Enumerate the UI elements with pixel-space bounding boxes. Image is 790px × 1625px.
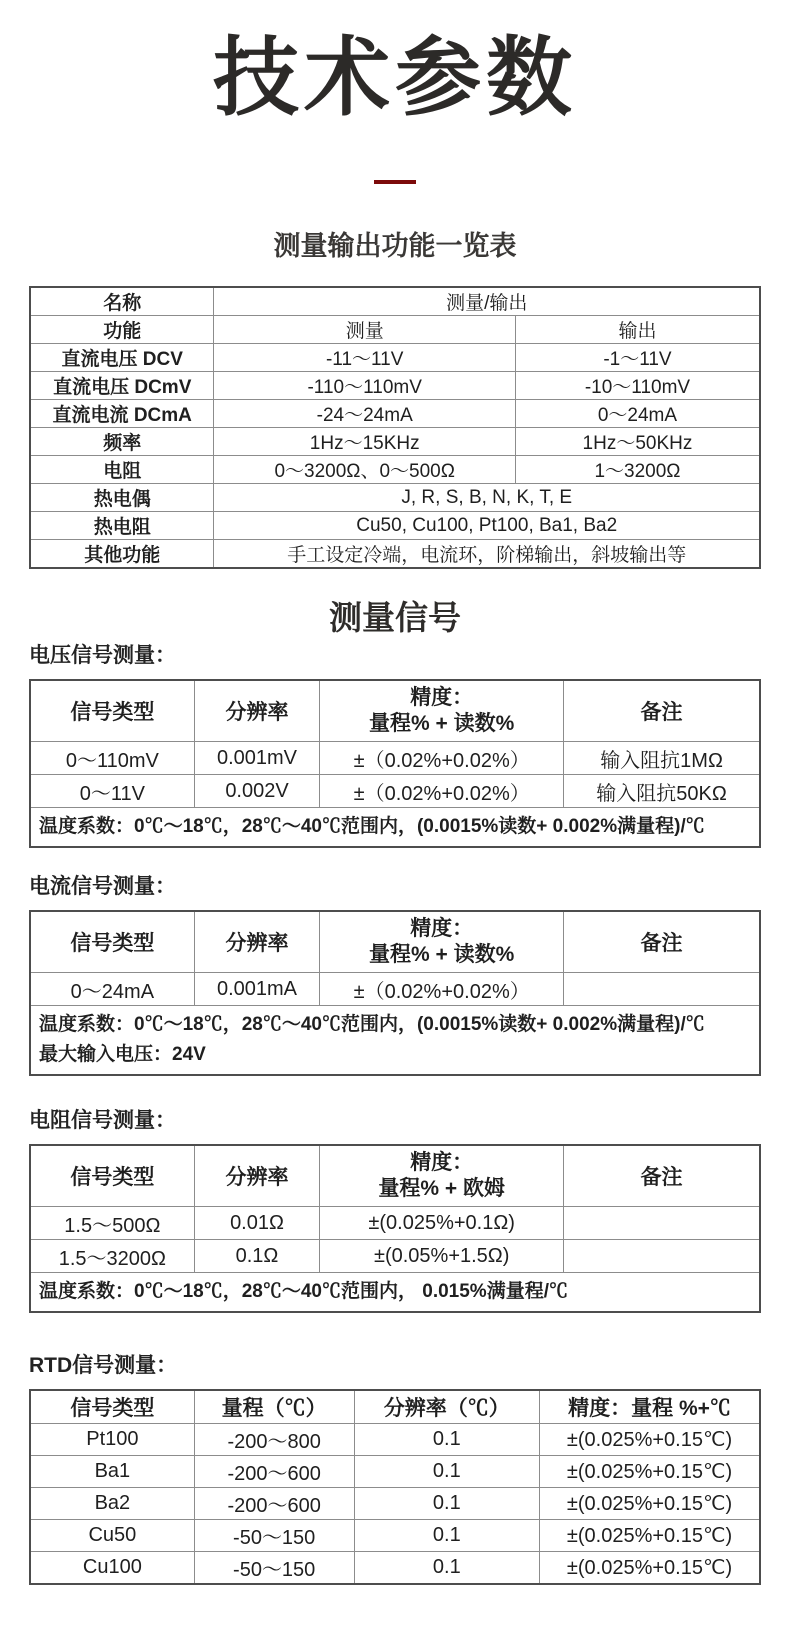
signal-type-cell: Pt100 — [30, 1424, 194, 1456]
resolution-cell: 0.01Ω — [194, 1207, 320, 1240]
row-label-cell: 名称 — [30, 287, 214, 316]
note-cell: 输入阻抗1MΩ — [564, 742, 760, 775]
accuracy-header-line2: 量程% + 读数% — [369, 712, 515, 735]
table-row — [30, 428, 760, 456]
footer-line: 温度系数：0℃～18℃，28℃～40℃范围内，(0.0015%读数+ 0.002%满量程)/℃ — [39, 816, 705, 837]
table-row — [30, 1424, 760, 1456]
resolution-header: 分辨率 — [194, 1145, 320, 1207]
accuracy-cell: ±(0.025%+0.15℃) — [540, 1456, 760, 1488]
signal-type-header: 信号类型 — [30, 911, 194, 973]
span-value-cell: Cu50, Cu100, Pt100, Ba1, Ba2 — [214, 512, 760, 540]
signal-type-cell: Ba2 — [30, 1488, 194, 1520]
resolution-cell: 0.001mV — [194, 742, 320, 775]
title-accent-dash — [374, 180, 416, 184]
accuracy-cell: ±(0.05%+1.5Ω) — [320, 1240, 564, 1273]
note-cell: 输入阻抗50KΩ — [564, 775, 760, 808]
resolution-cell: 0.001mA — [194, 973, 320, 1006]
accuracy-header — [320, 1145, 564, 1207]
accuracy-header-line2: 量程% + 欧姆 — [378, 1177, 505, 1200]
resolution-cell: 0.1 — [354, 1424, 539, 1456]
temp-coefficient-note — [30, 1273, 760, 1313]
signal-type-cell: 0～24mA — [30, 973, 194, 1006]
accuracy-header — [320, 680, 564, 742]
measure-cell: 1Hz～15KHz — [214, 428, 515, 456]
table-row — [30, 344, 760, 372]
row-label-cell: 其他功能 — [30, 540, 214, 569]
table-footer-row — [30, 1006, 760, 1076]
output-header-cell: 输出 — [515, 316, 760, 344]
row-label-cell: 频率 — [30, 428, 214, 456]
measure-cell: -24～24mA — [214, 400, 515, 428]
voltage-table — [29, 679, 761, 848]
range-cell: -200～600 — [194, 1456, 354, 1488]
table-row — [30, 1520, 760, 1552]
resolution-cell: 0.002V — [194, 775, 320, 808]
signal-type-cell: Cu100 — [30, 1552, 194, 1585]
output-cell: -10～110mV — [515, 372, 760, 400]
accuracy-cell: ±（0.02%+0.02%） — [320, 742, 564, 775]
table-row — [30, 484, 760, 512]
row-label-cell: 热电阻 — [30, 512, 214, 540]
resolution-header: 分辨率 — [194, 911, 320, 973]
table-row — [30, 1456, 760, 1488]
span-value-cell: 测量/输出 — [214, 287, 760, 316]
accuracy-header-line1: 精度： — [410, 1151, 474, 1174]
temp-coefficient-note — [30, 808, 760, 848]
resolution-cell: 0.1 — [354, 1520, 539, 1552]
table-row — [30, 1207, 760, 1240]
table-row — [30, 742, 760, 775]
footer-line: 温度系数：0℃～18℃，28℃～40℃范围内，(0.0015%读数+ 0.002%满量程)/℃ — [39, 1014, 705, 1035]
measure-header-cell: 测量 — [214, 316, 515, 344]
row-label-cell: 直流电压 DCmV — [30, 372, 214, 400]
accuracy-header-line1: 精度： — [410, 686, 474, 709]
note-header: 备注 — [564, 680, 760, 742]
range-cell: -200～800 — [194, 1424, 354, 1456]
section-title-measure-signals: 测量信号 — [329, 599, 461, 636]
table-row — [30, 316, 760, 344]
table-row — [30, 1240, 760, 1273]
rtd-table — [29, 1389, 761, 1585]
resolution-cell: 0.1 — [354, 1456, 539, 1488]
row-label-cell: 热电偶 — [30, 484, 214, 512]
table-row — [30, 372, 760, 400]
page-title: 技术参数 — [213, 30, 577, 126]
note-cell — [564, 1240, 760, 1273]
table-header-row — [30, 1390, 760, 1424]
accuracy-cell: ±（0.02%+0.02%） — [320, 775, 564, 808]
rtd-section-label: RTD信号测量： — [29, 1354, 178, 1377]
table-row — [30, 400, 760, 428]
output-cell: 1～3200Ω — [515, 456, 760, 484]
span-value-cell: J, R, S, B, N, K, T, E — [214, 484, 760, 512]
resistance-section-label: 电阻信号测量： — [29, 1109, 176, 1132]
accuracy-header — [320, 911, 564, 973]
signal-type-cell: 1.5～500Ω — [30, 1207, 194, 1240]
resolution-header: 分辨率 — [194, 680, 320, 742]
resolution-cell: 0.1 — [354, 1552, 539, 1585]
table-row — [30, 775, 760, 808]
accuracy-cell: ±(0.025%+0.1Ω) — [320, 1207, 564, 1240]
row-label-cell: 直流电压 DCV — [30, 344, 214, 372]
voltage-section-label: 电压信号测量： — [29, 644, 176, 667]
span-value-cell: 手工设定冷端，电流环，阶梯输出，斜坡输出等 — [214, 540, 760, 569]
footer-line: 温度系数：0℃～18℃，28℃～40℃范围内， 0.015%满量程/℃ — [39, 1281, 568, 1302]
table-footer-row — [30, 808, 760, 848]
output-cell: 1Hz～50KHz — [515, 428, 760, 456]
signal-type-cell: 0～11V — [30, 775, 194, 808]
output-cell: -1～11V — [515, 344, 760, 372]
accuracy-cell: ±(0.025%+0.15℃) — [540, 1424, 760, 1456]
row-label-cell: 功能 — [30, 316, 214, 344]
note-cell — [564, 1207, 760, 1240]
signal-type-cell: 1.5～3200Ω — [30, 1240, 194, 1273]
signal-type-header: 信号类型 — [30, 1390, 194, 1424]
range-cell: -200～600 — [194, 1488, 354, 1520]
table-row — [30, 973, 760, 1006]
table-header-row — [30, 680, 760, 742]
table-row — [30, 512, 760, 540]
table-row — [30, 456, 760, 484]
measure-cell: 0～3200Ω、0～500Ω — [214, 456, 515, 484]
signal-type-header: 信号类型 — [30, 1145, 194, 1207]
table-row — [30, 1488, 760, 1520]
accuracy-header: 精度：量程 %+℃ — [540, 1390, 760, 1424]
table-footer-row — [30, 1273, 760, 1313]
range-cell: -50～150 — [194, 1552, 354, 1585]
signal-type-cell: 0～110mV — [30, 742, 194, 775]
overview-table-title: 测量输出功能一览表 — [273, 231, 517, 261]
note-header: 备注 — [564, 911, 760, 973]
table-header-row — [30, 911, 760, 973]
measure-cell: -110～110mV — [214, 372, 515, 400]
accuracy-cell: ±(0.025%+0.15℃) — [540, 1552, 760, 1585]
footer-line: 最大输入电压：24V — [39, 1044, 206, 1065]
accuracy-cell: ±(0.025%+0.15℃) — [540, 1488, 760, 1520]
table-row — [30, 540, 760, 569]
table-row — [30, 287, 760, 316]
current-table — [29, 910, 761, 1076]
resolution-header: 分辨率（℃） — [354, 1390, 539, 1424]
resolution-cell: 0.1 — [354, 1488, 539, 1520]
row-label-cell: 直流电流 DCmA — [30, 400, 214, 428]
table-row — [30, 1552, 760, 1585]
range-header: 量程（℃） — [194, 1390, 354, 1424]
row-label-cell: 电阻 — [30, 456, 214, 484]
note-header: 备注 — [564, 1145, 760, 1207]
accuracy-cell: ±(0.025%+0.15℃) — [540, 1520, 760, 1552]
accuracy-header-line2: 量程% + 读数% — [369, 943, 515, 966]
temp-coefficient-note — [30, 1006, 760, 1076]
table-header-row — [30, 1145, 760, 1207]
output-cell: 0～24mA — [515, 400, 760, 428]
bottom-spacer — [0, 1585, 790, 1625]
signal-type-header: 信号类型 — [30, 680, 194, 742]
note-cell — [564, 973, 760, 1006]
overview-table — [29, 286, 761, 569]
signal-type-cell: Ba1 — [30, 1456, 194, 1488]
accuracy-cell: ±（0.02%+0.02%） — [320, 973, 564, 1006]
range-cell: -50～150 — [194, 1520, 354, 1552]
resistance-table — [29, 1144, 761, 1313]
current-section-label: 电流信号测量： — [29, 875, 176, 898]
measure-cell: -11～11V — [214, 344, 515, 372]
accuracy-header-line1: 精度： — [410, 917, 474, 940]
signal-type-cell: Cu50 — [30, 1520, 194, 1552]
resolution-cell: 0.1Ω — [194, 1240, 320, 1273]
